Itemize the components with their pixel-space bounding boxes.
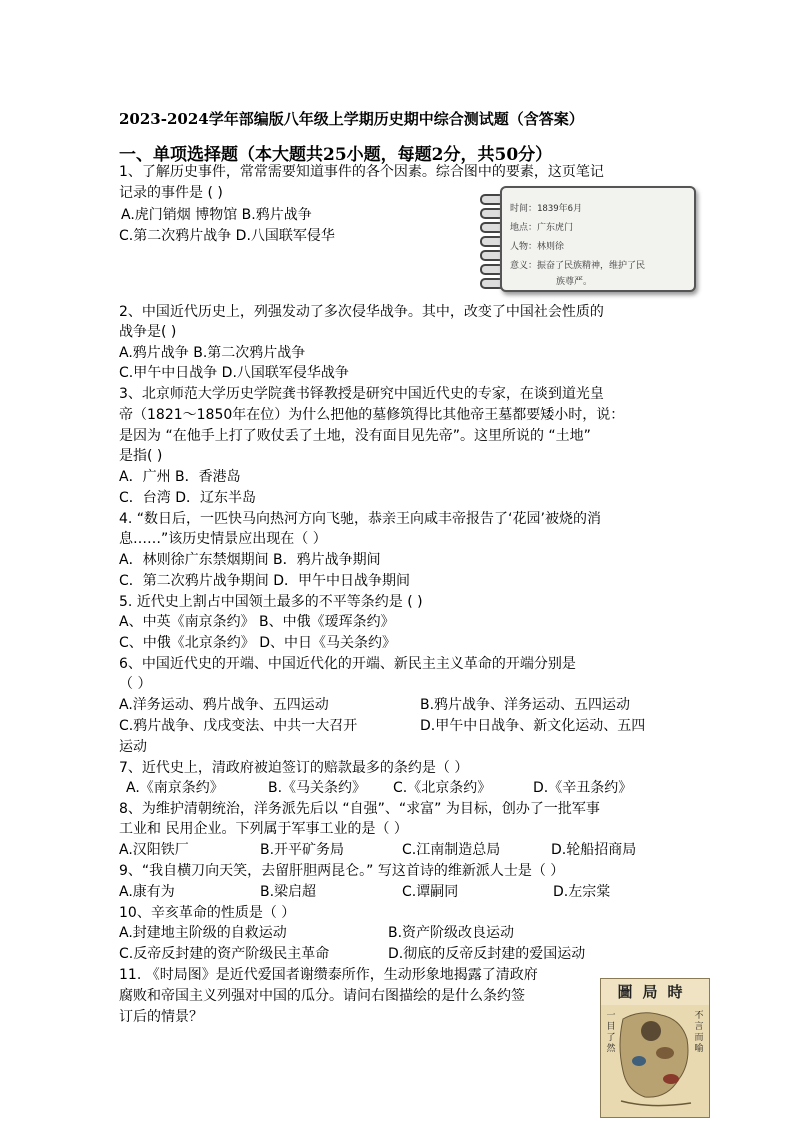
q4-line-2: 息……”该历史情景应出现在（ ） [119, 531, 327, 547]
q7-option-b: B.《马关条约》 [268, 780, 367, 796]
q8-line-1: 8、为维护清朝统治，洋务派先后以 “自强”、“求富” 为目标，创办了一批军事 [119, 801, 600, 817]
q3-options-cd: C．台湾 D．辽东半岛 [119, 490, 257, 506]
q8-option-a: A.汉阳铁厂 [119, 842, 189, 858]
cartoon-map-icon [601, 979, 709, 1117]
notebook-figure [478, 180, 698, 294]
q11-line-1: 11. 《时局图》是近代爱国者谢缵泰所作，生动形象地揭露了清政府 [119, 967, 538, 983]
q10-line-1: 10、辛亥革命的性质是（ ） [119, 905, 296, 921]
q3-options-ab: A．广州 B．香港岛 [119, 469, 241, 485]
q9-line-1: 9、“我自横刀向天笑，去留肝胆两昆仑。” 写这首诗的维新派人士是（ ） [119, 863, 565, 879]
cartoon-left-text: 一目了然 [606, 1011, 616, 1054]
q10-option-d: D.彻底的反帝反封建的爱国运动 [388, 946, 586, 962]
cartoon-right-text: 不言而喻 [694, 1011, 704, 1054]
q6-option-d: D.甲午中日战争、新文化运动、五四 [420, 718, 646, 734]
notebook-line: 时间：1839年6月 [510, 204, 583, 214]
q1-line-2: 记录的事件是 ( ) [119, 185, 223, 201]
section-heading: 一、单项选择题（本大题共25小题，每题2分，共50分） [119, 145, 553, 165]
q3-line-1: 3、北京师范大学历史学院龚书铎教授是研究中国近代史的专家，在谈到道光皇 [119, 386, 604, 402]
q8-option-c: C.江南制造总局 [402, 842, 501, 858]
q10-option-b: B.资产阶级改良运动 [388, 925, 515, 941]
q7-option-a: A.《南京条约》 [126, 780, 224, 796]
q11-line-3: 订后的情景？ [119, 1009, 203, 1025]
q3-line-4: 是指( ) [119, 448, 163, 464]
q6-option-d-wrap: 运动 [119, 739, 147, 755]
q8-line-2: 工业和 民用企业。下列属于军事工业的是（ ） [119, 821, 408, 837]
notebook-line: 族尊严。 [556, 277, 593, 287]
q1-options-cd: C.第二次鸦片战争 D.八国联军侵华 [119, 228, 335, 244]
q2-options-cd: C.甲午中日战争 D.八国联军侵华战争 [119, 365, 349, 381]
q8-option-b: B.开平矿务局 [260, 842, 345, 858]
q7-line-1: 7、近代史上，清政府被迫签订的赔款最多的条约是（ ） [119, 760, 469, 776]
q4-options-cd: C．第二次鸦片战争期间 D．甲午中日战争期间 [119, 573, 411, 589]
cartoon-title: 圖局時 [601, 979, 709, 1005]
q5-options-ab: A、中英《南京条约》 B、中俄《瑷珲条约》 [119, 614, 395, 630]
q5-options-cd: C、中俄《北京条约》 D、中日《马关条约》 [119, 635, 397, 651]
q9-option-d: D.左宗棠 [553, 884, 611, 900]
q10-option-c: C.反帝反封建的资产阶级民主革命 [119, 946, 330, 962]
q2-options-ab: A.鸦片战争 B.第二次鸦片战争 [119, 345, 306, 361]
q6-line-1: 6、中国近代史的开端、中国近代化的开端、新民主主义革命的开端分别是 [119, 656, 576, 672]
q6-option-b: B.鸦片战争、洋务运动、五四运动 [420, 697, 631, 713]
q9-option-b: B.梁启超 [260, 884, 317, 900]
q4-options-ab: A．林则徐广东禁烟期间 B．鸦片战争期间 [119, 552, 381, 568]
q9-option-c: C.谭嗣同 [402, 884, 459, 900]
q3-line-2: 帝（1821～1850年在位）为什么把他的墓修筑得比其他帝王墓都要矮小时，说： [119, 407, 625, 423]
q3-line-3: 是因为 “在他手上打了败仗丢了土地，没有面目见先帝”。这里所说的 “土地” [119, 428, 591, 444]
q7-option-c: C.《北京条约》 [393, 780, 492, 796]
q5-line-1: 5. 近代史上割占中国领土最多的不平等条约是 ( ) [119, 594, 423, 610]
q11-line-2: 腐败和帝国主义列强对中国的瓜分。请问右图描绘的是什么条约签 [119, 988, 525, 1004]
q9-option-a: A.康有为 [119, 884, 175, 900]
notebook-line: 人物：林则徐 [510, 242, 565, 252]
q4-line-1: 4. “数日后，一匹快马向热河方向飞驰，恭亲王向咸丰帝报告了‘花园’被烧的消 [119, 511, 601, 527]
q1-line-1: 1、了解历史事件，常常需要知道事件的各个因素。综合图中的要素，这页笔记 [119, 164, 604, 180]
document-title: 2023-2024学年部编版八年级上学期历史期中综合测试题（含答案） [119, 110, 584, 128]
q2-line-1: 2、中国近代历史上，列强发动了多次侵华战争。其中，改变了中国社会性质的 [119, 304, 604, 320]
shijutu-cartoon [600, 978, 710, 1118]
q6-line-2: （ ） [119, 676, 152, 692]
q1-options-ab: A.虎门销烟 博物馆 B.鸦片战争 [121, 207, 312, 223]
q2-line-2: 战争是( ) [119, 324, 177, 340]
q8-option-d: D.轮船招商局 [551, 842, 637, 858]
notebook-line: 地点：广东虎门 [510, 223, 574, 233]
q10-option-a: A.封建地主阶级的自救运动 [119, 925, 287, 941]
q6-option-a: A.洋务运动、鸦片战争、五四运动 [119, 697, 329, 713]
q7-option-d: D.《辛丑条约》 [533, 780, 633, 796]
notebook-line: 意义：振奋了民族精神，维护了民 [510, 261, 646, 271]
q6-option-c: C.鸦片战争、戊戌变法、中共一大召开 [119, 718, 358, 734]
